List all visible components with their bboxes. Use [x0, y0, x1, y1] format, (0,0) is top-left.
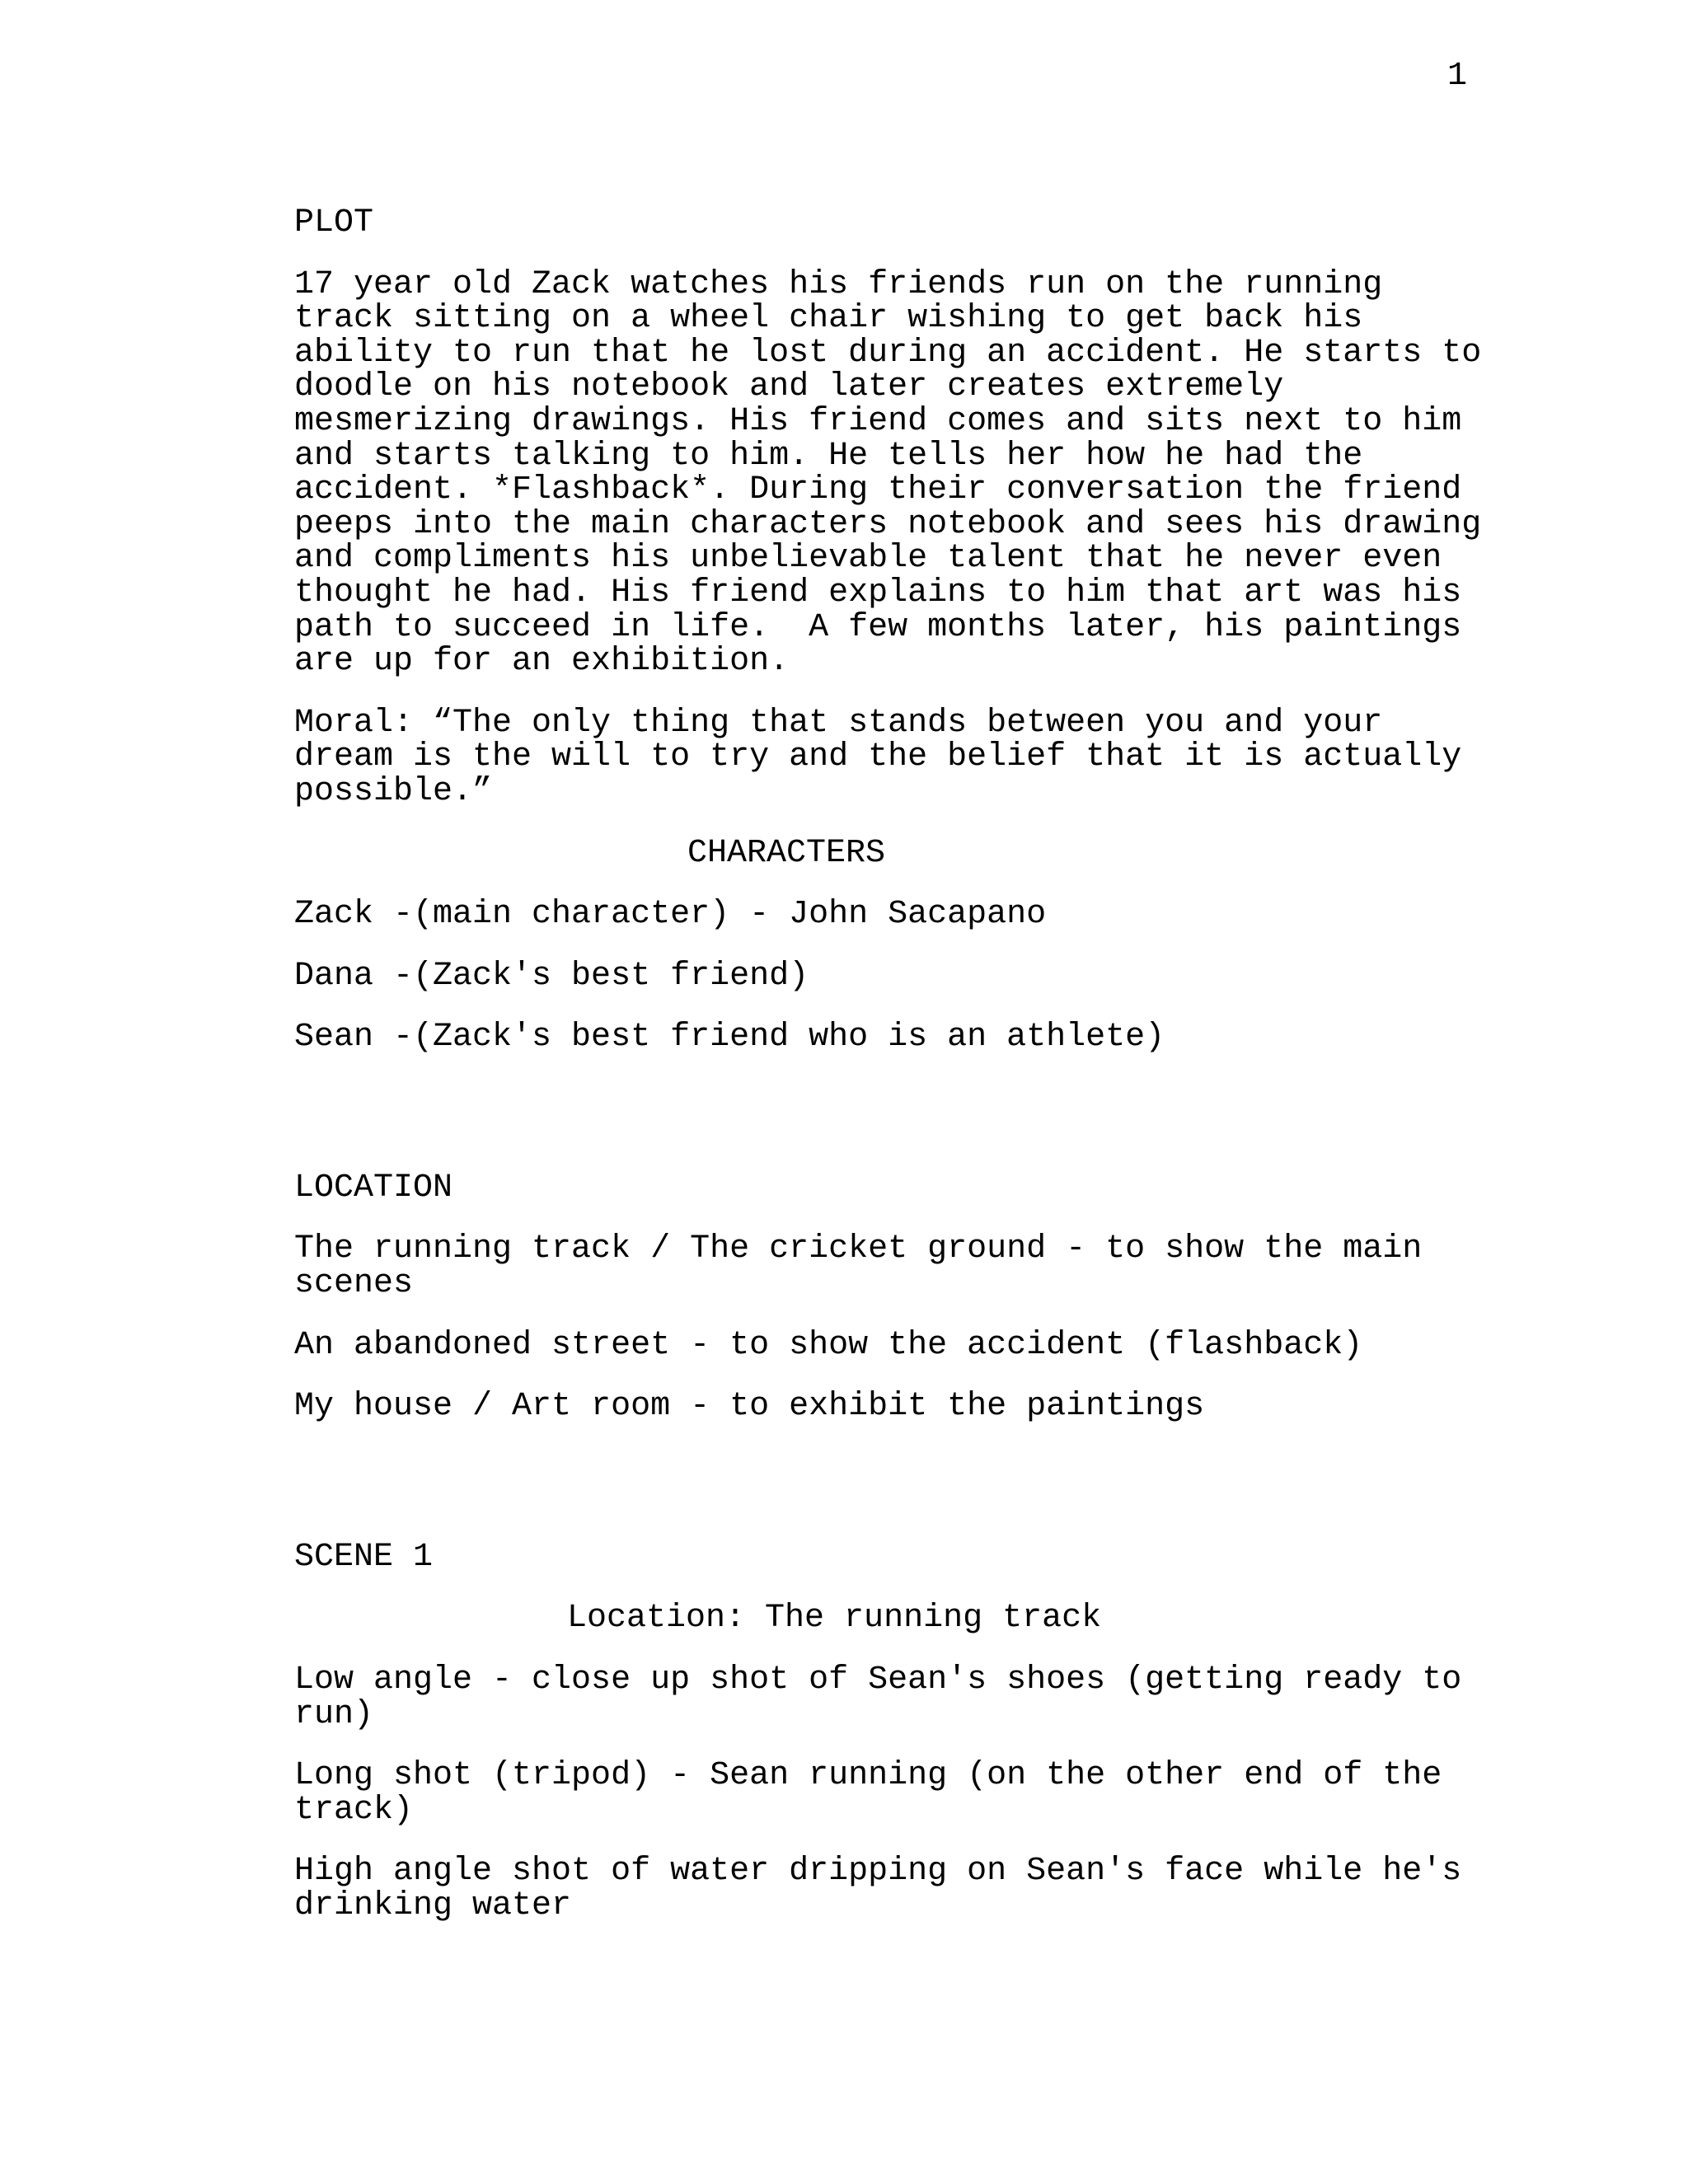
plot-line: and starts talking to him. He tells her how he had the [294, 437, 1363, 475]
location-entry [294, 1390, 1481, 1424]
section-spacer [294, 1451, 1481, 1540]
plot-line: ability to run that he lost during an accident. He starts to [294, 334, 1482, 372]
plot-line: track sitting on a wheel chair wishing to get back his [294, 300, 1363, 338]
location-line: scenes [294, 1265, 414, 1303]
shot-line: run) [294, 1695, 374, 1733]
location-entry [294, 1326, 1481, 1364]
location-line: The running track / The cricket ground - to show the main [294, 1230, 1423, 1268]
plot-line: thought he had. His friend explains to him that art was his [294, 574, 1462, 612]
plot-line: path to succeed in life. A few months later, his paintings [294, 608, 1462, 646]
moral-line: dream is the will to try and the belief that it is actually [294, 738, 1462, 776]
location-line: An abandoned street - to show the accident (flashback) [294, 1326, 1363, 1364]
shot-line: High angle shot of water dripping on Sean's face while he's [294, 1853, 1462, 1891]
page-number: 1 [1447, 58, 1467, 95]
screenplay-page [294, 206, 1481, 1951]
plot-line: 17 year old Zack watches his friends run on the running [294, 265, 1383, 303]
location-entry [294, 1232, 1481, 1301]
shot-line: track) [294, 1791, 414, 1829]
plot-line: doodle on his notebook and later creates extremely [294, 368, 1284, 406]
moral-line: possible.” [294, 772, 493, 810]
shot-line: drinking water [294, 1887, 572, 1924]
scene-heading: SCENE 1 [294, 1538, 434, 1576]
scene-location: Location: The running track [567, 1600, 1102, 1638]
plot-summary [294, 265, 1482, 681]
moral-line: Moral: “The only thing that stands between you and your [294, 704, 1383, 742]
character-entry: Zack -(main character) - John Sacapano [294, 896, 1047, 934]
plot-line: accident. *Flashback*. During their conversation the friend [294, 471, 1462, 509]
character-entry: Dana -(Zack's best friend) [294, 957, 809, 995]
plot-line: peeps into the main characters notebook and sees his drawing [294, 505, 1482, 543]
shot-description [294, 1759, 1481, 1827]
character-entry: Sean -(Zack's best friend who is an athlete) [294, 1019, 1165, 1057]
shot-line: Long shot (tripod) - Sean running (on the other end of the [294, 1757, 1442, 1795]
characters-heading: CHARACTERS [687, 834, 886, 872]
plot-heading: PLOT [294, 204, 374, 241]
plot-line: are up for an exhibition. [294, 643, 790, 681]
moral-paragraph [294, 706, 1481, 809]
location-line: My house / Art room - to exhibit the paintings [294, 1388, 1205, 1426]
plot-line: and compliments his unbelievable talent that he never even [294, 540, 1442, 578]
location-heading: LOCATION [294, 1169, 453, 1207]
plot-line: mesmerizing drawings. His friend comes and sits next to him [294, 402, 1462, 440]
section-spacer [294, 1082, 1481, 1171]
shot-line: Low angle - close up shot of Sean's shoes (getting ready to [294, 1661, 1462, 1699]
shot-description [294, 1663, 1481, 1732]
shot-description [294, 1854, 1481, 1923]
